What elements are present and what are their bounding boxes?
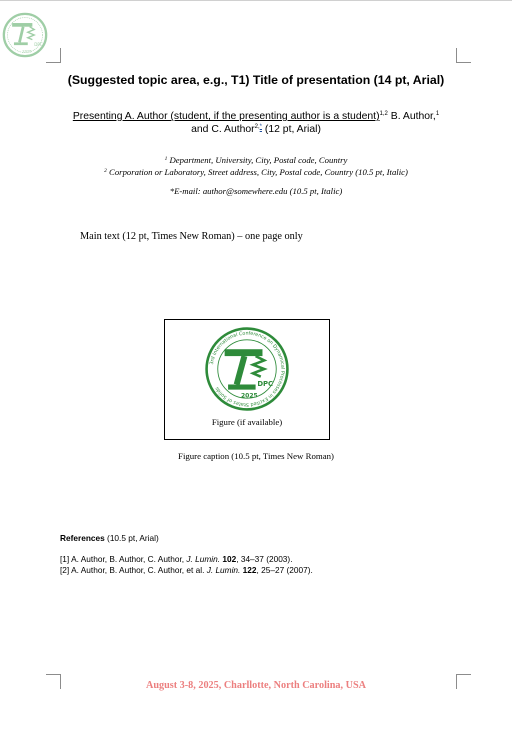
margin-corner-top-right	[456, 48, 471, 63]
presentation-title: (Suggested topic area, e.g., T1) Title of presentation (14 pt, Arial)	[67, 73, 445, 87]
second-author: B. Author,	[387, 111, 436, 122]
margin-corner-top-left	[46, 48, 61, 63]
figure-box	[164, 319, 330, 440]
presenting-author-affiliation: 1,2	[379, 111, 388, 117]
second-author-affiliation: 1	[435, 111, 440, 117]
page-top-border	[0, 0, 512, 1]
corresponding-author-mark[interactable]: *	[259, 124, 262, 130]
logo-year: 2025	[240, 392, 258, 400]
author-line	[40, 110, 472, 136]
third-author: and C. Author	[191, 124, 255, 135]
affiliation-1: $^1$ Department, University, City, Postal code, Country	[164, 155, 348, 165]
third-author-affiliation: 2,*	[254, 124, 262, 130]
conference-logo-icon	[204, 326, 290, 412]
presenting-author: Presenting A. Author (student, if the presenting author is a student)	[72, 111, 380, 122]
logo-acronym: DPC	[257, 380, 274, 389]
main-text: Main text (12 pt, Times New Roman) – one page only	[80, 231, 303, 242]
reference-item: [2] A. Author, B. Author, C. Author, et al. J. Lumin. 122, 25–27 (2007).	[60, 565, 313, 575]
conference-footer: August 3-8, 2025, Charllotte, North Carolina, USA	[146, 680, 366, 691]
conference-logo-icon	[2, 12, 48, 58]
author-size-note: (12 pt, Arial)	[262, 124, 321, 135]
logo-ring-text: 3rd International Conference on Dynamical Processes in Excited States of Solids	[209, 331, 285, 407]
svg-text:2025: 2025	[22, 49, 32, 54]
references-list	[60, 554, 313, 576]
references-heading: References (10.5 pt, Arial)	[60, 533, 159, 543]
affiliation-2: $^2$ Corporation or Laboratory, Street address, City, Postal code, Country (10.5 pt, Italic)	[104, 167, 408, 177]
contact-email: *E-mail: author@somewhere.edu (10.5 pt, Italic)	[169, 186, 343, 196]
figure-caption: Figure caption (10.5 pt, Times New Roman)	[178, 451, 334, 461]
svg-text:DPC: DPC	[34, 42, 43, 48]
reference-item: [1] A. Author, B. Author, C. Author, J. Lumin. 102, 34–37 (2003).	[60, 554, 293, 564]
figure-label: Figure (if available)	[211, 417, 283, 427]
